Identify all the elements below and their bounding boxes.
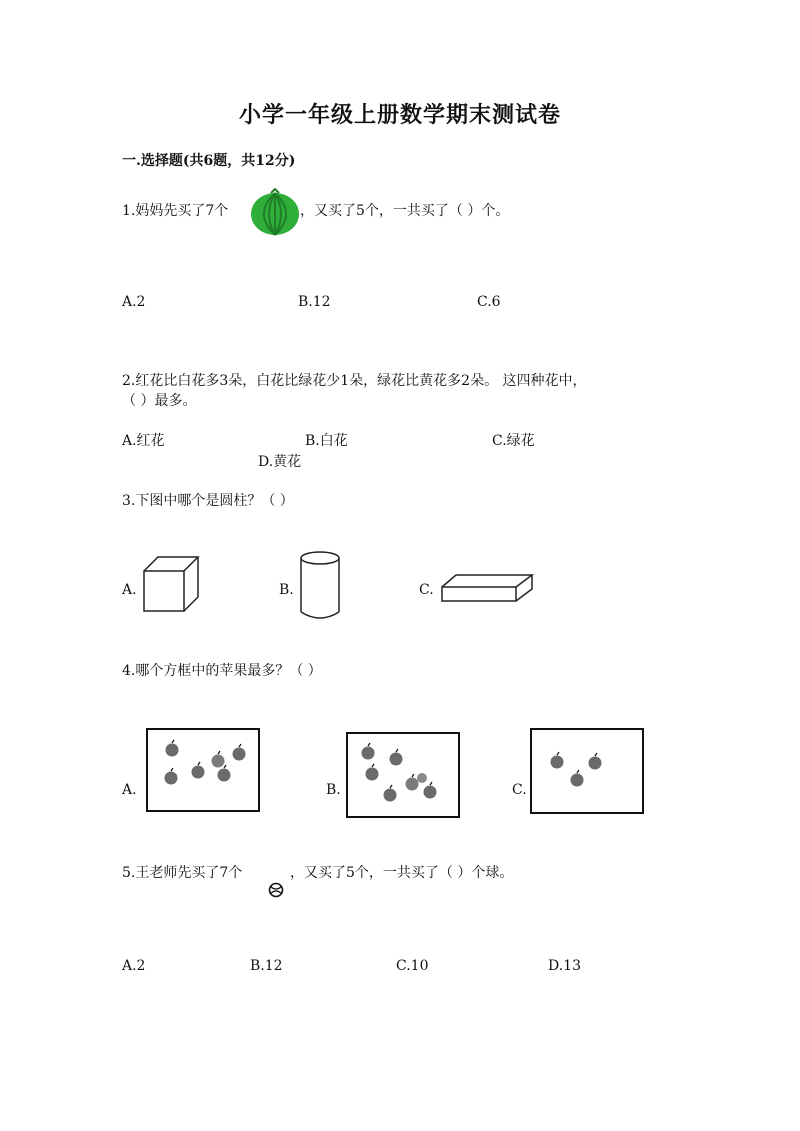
question-3-text: 3.下图中哪个是圆柱？（ ） (122, 493, 294, 509)
question-5-text-before: 5.王老师先买了7个 (122, 865, 243, 881)
question-2-line-2: （ ）最多。 (122, 393, 197, 409)
question-1-text-before: 1.妈妈先买了7个 (122, 203, 229, 219)
question-5-option-c[interactable]: C.10 (396, 958, 429, 974)
question-4-option-c[interactable]: C. (512, 782, 527, 798)
question-1-option-c[interactable]: C.6 (477, 294, 501, 310)
question-3-option-c[interactable]: C. (419, 582, 434, 598)
question-5-option-a[interactable]: A.2 (122, 958, 146, 974)
question-4-option-b[interactable]: B. (326, 782, 341, 798)
question-2-option-d[interactable]: D.黄花 (258, 454, 302, 470)
question-2-line-1: 2.红花比白花多3朵，白花比绿花少1朵，绿花比黄花多2朵。 这四种花中， (122, 373, 587, 389)
question-2-option-a[interactable]: A.红花 (122, 433, 165, 449)
question-5-text-after: ，又买了5个，一共买了（ ）个球。 (290, 865, 514, 881)
apple-box-c (530, 728, 644, 814)
question-1-option-a[interactable]: A.2 (122, 294, 146, 310)
watermelon-icon (250, 188, 300, 240)
section-heading: 一.选择题(共6题，共12分) (122, 153, 296, 169)
question-3-option-b[interactable]: B. (279, 582, 294, 598)
question-4-option-a[interactable]: A. (122, 782, 137, 798)
question-5-option-d[interactable]: D.13 (548, 958, 581, 974)
ball-icon (268, 882, 284, 902)
question-5-option-b[interactable]: B.12 (250, 958, 283, 974)
apple-icon (417, 773, 427, 783)
question-1-option-b[interactable]: B.12 (298, 294, 331, 310)
question-1-text-after: ，又买了5个，一共买了（ ）个。 (300, 203, 510, 219)
question-3-option-a[interactable]: A. (122, 582, 137, 598)
cylinder-icon (298, 550, 344, 620)
cube-icon (140, 555, 202, 615)
question-2-option-b[interactable]: B.白花 (305, 433, 348, 449)
cuboid-icon (438, 570, 536, 606)
question-4-text: 4.哪个方框中的苹果最多？（ ） (122, 663, 322, 679)
page-title: 小学一年级上册数学期末测试卷 (238, 102, 561, 128)
question-2-option-c[interactable]: C.绿花 (492, 433, 535, 449)
apple-box-a (146, 728, 260, 812)
apple-box-b (346, 732, 460, 818)
